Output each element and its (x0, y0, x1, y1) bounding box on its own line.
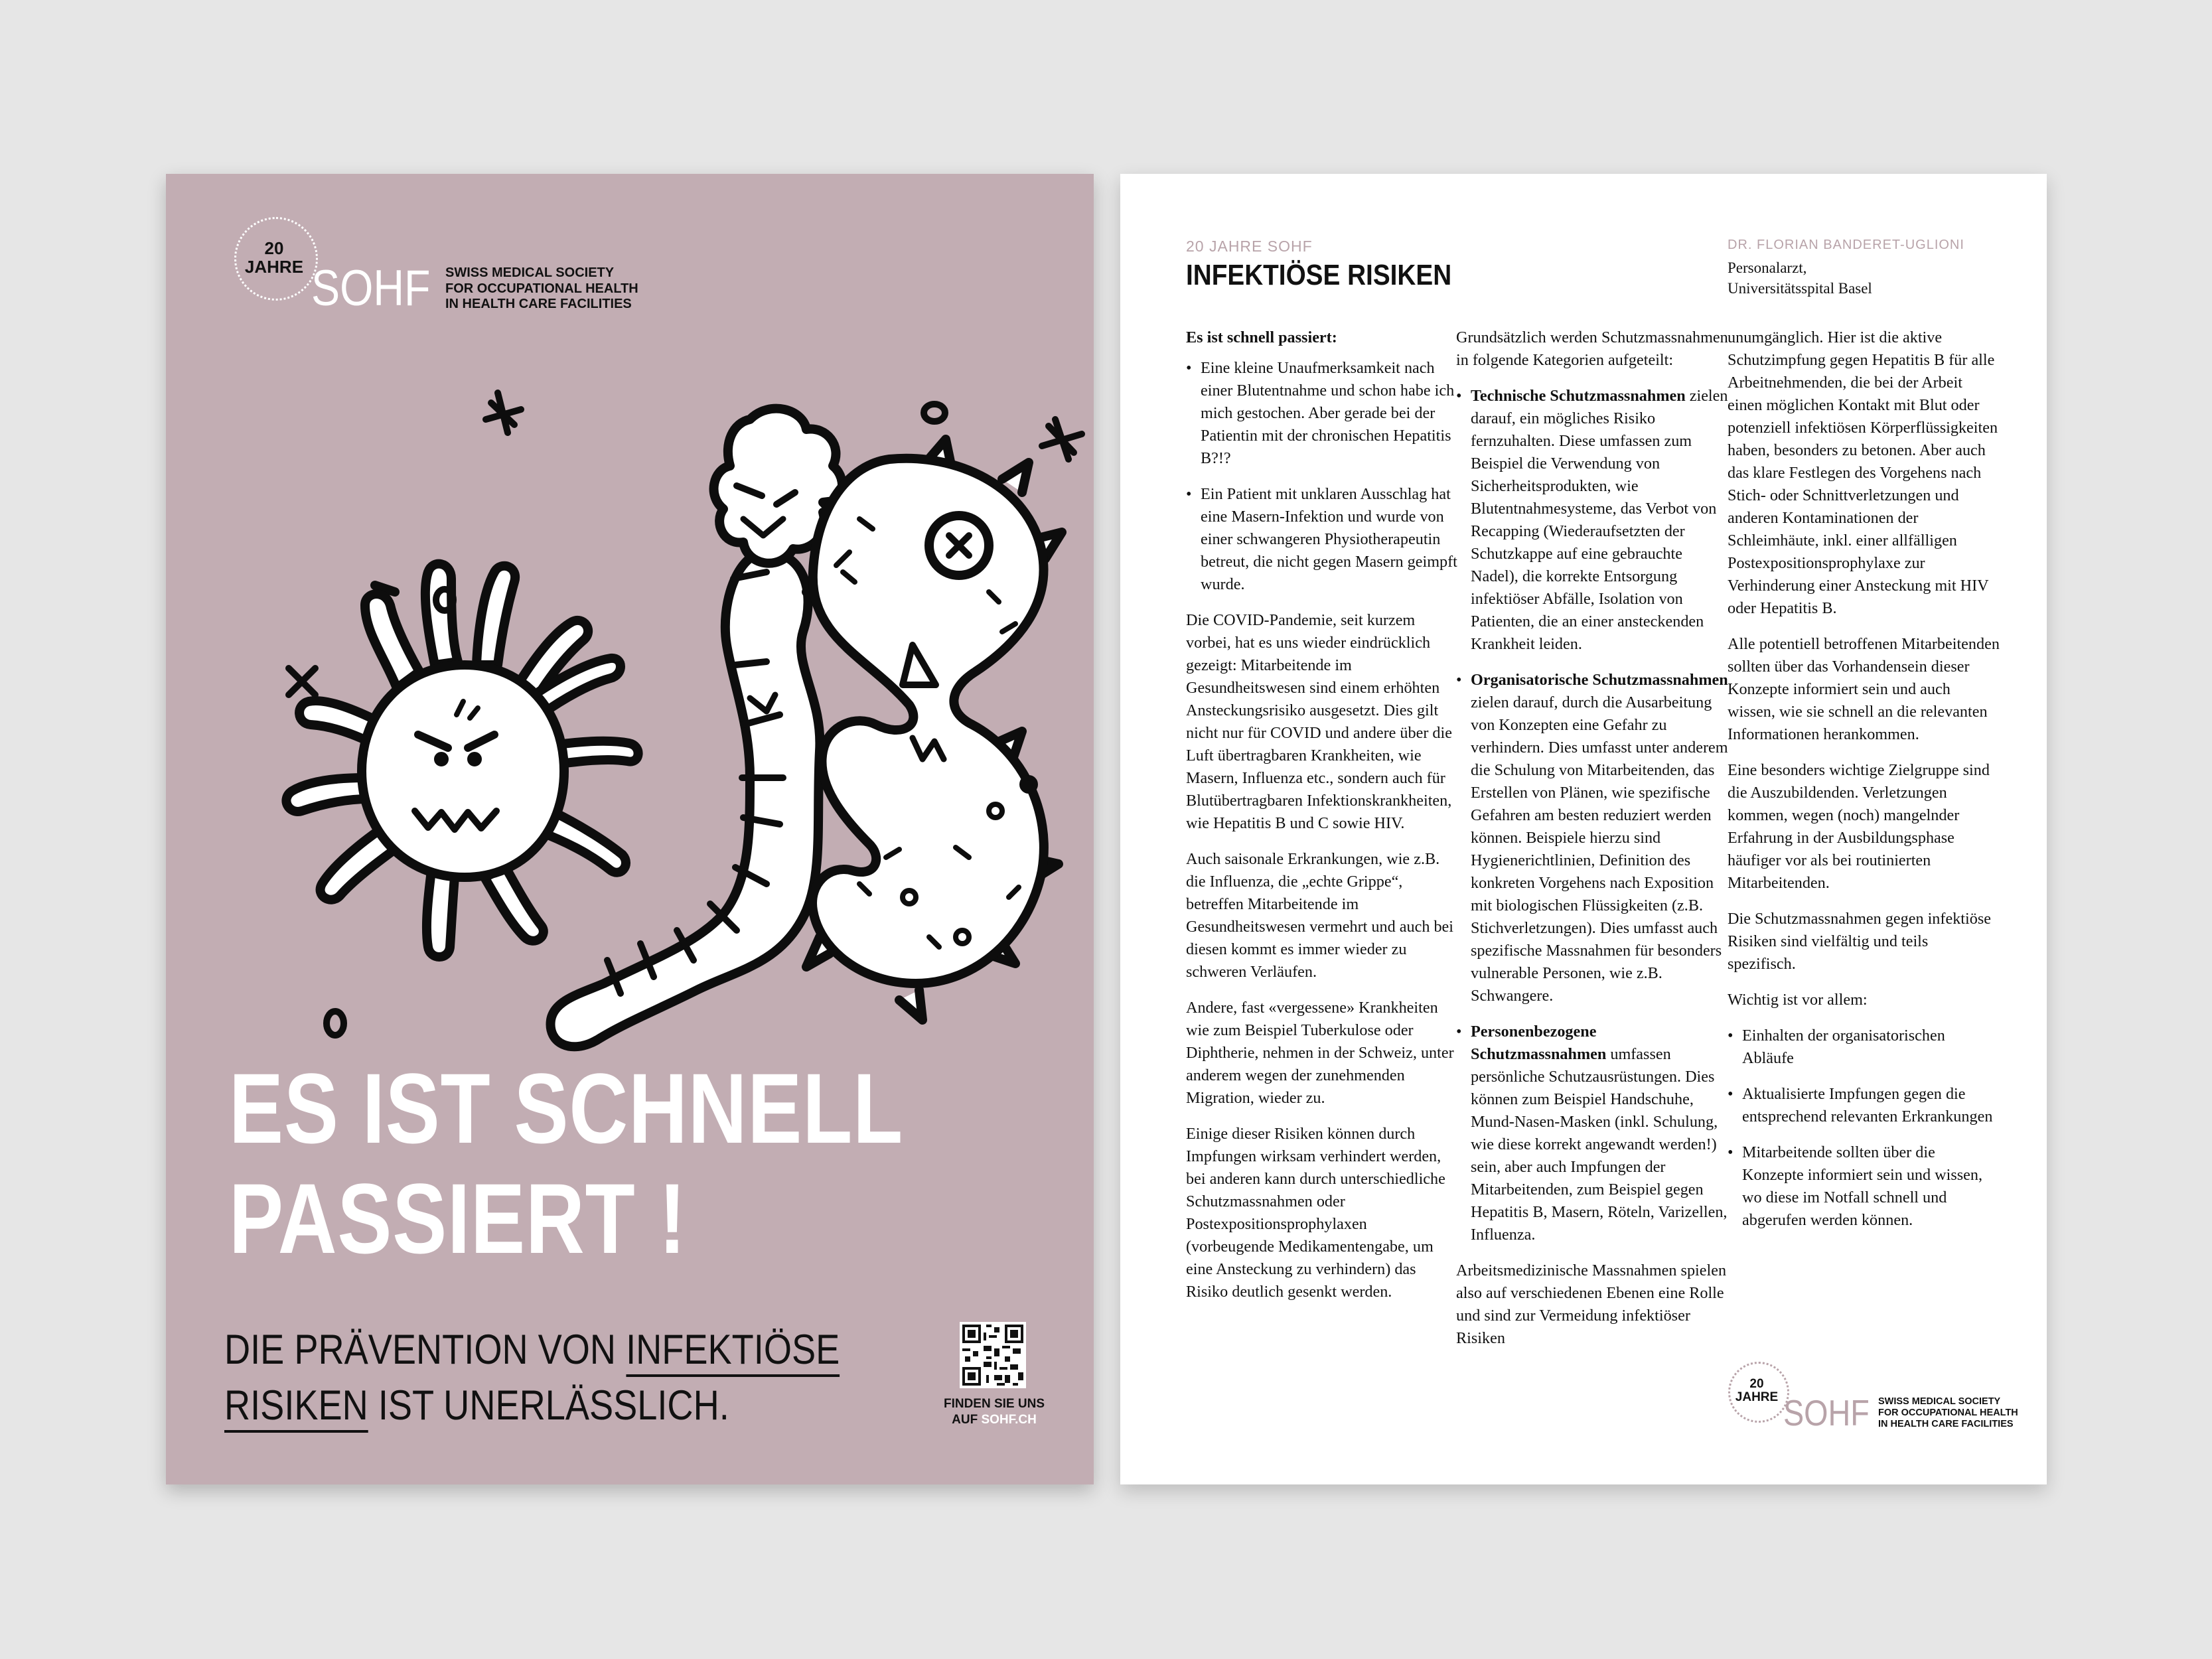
website-link[interactable]: SOHF.CH (981, 1413, 1037, 1427)
cover-headline (229, 1053, 926, 1273)
author-role (1728, 257, 1872, 299)
find-us-line: FINDEN SIE UNS (943, 1397, 1045, 1411)
list-item: • Ein Patient mit unklaren Ausschlag hat eine Masern-Infektion und wurde von einer schwangeren Physiotherapeutin betreut, die nicht gegen Masern geimpft wurde. (1186, 483, 1458, 596)
logo-years: 20 (1749, 1377, 1764, 1391)
sohf-logo (234, 217, 646, 317)
article-author: DR. FLORIAN BANDERET-UGLIONI (1728, 238, 1964, 252)
list-text: umfassen persönliche Schutzausrüstungen. Dies können zum Beispiel Handschuhe, Mund-Nasen-Masken (inkl. Schulung, wie diese korrekt angewandt werden!) sein, aber auch Impfungen der Mitarbeitenden, zum Beispiel gegen Hepatitis B, Masern, Röteln, Varizellen, Influenza. (1471, 1045, 1728, 1244)
list-item: • Aktualisierte Impfungen gegen die entsprechend relevanten Erkrankungen (1728, 1083, 2000, 1128)
list-item (1456, 385, 1728, 656)
list-text: zielen darauf, ein mögliches Risiko fernzuhalten. Diese umfassen zum Beispiel die Verwendung von Sicherheitsprodukten, wie Blutentnahmesysteme, das Verbot von Recapping (Wiederaufsetzten der Schutzkappe auf eine gebrauchte Nadel), die korrekte Entsorgung infektiöser Abfälle, Isolation von Patienten, die an einer ansteckenden Krankheit leiden. (1471, 387, 1728, 653)
article-title: INFEKTIÖSE RISIKEN (1186, 259, 1452, 291)
virus-body (362, 665, 564, 877)
logo-name: SOHF (311, 260, 431, 317)
small-circle (924, 404, 945, 421)
paragraph: Arbeitsmedizinische Massnahmen spielen also auf verschiedenen Ebenen eine Rolle und sind zur Vermeidung infektiöser Risiken (1456, 1262, 1727, 1347)
logo-name: SOHF (1783, 1392, 1870, 1433)
headline-line-1: ES IST SCHNELL (229, 1052, 904, 1164)
paragraph: Eine besonders wichtige Zielgruppe sind die Auszubildenden. Verletzungen kommen, wegen (noch) mangelnder Erfahrung in der Ausbildungsphase häufiger vor als bei routinierten Mitarbeitenden. (1728, 761, 1990, 892)
small-circle (327, 1011, 344, 1035)
paragraph: Die Schutzmassnahmen gegen infektiöse Risiken sind vielfältig und teils spezifisch. (1728, 910, 1991, 973)
logo-society: SWISS MEDICAL SOCIETY FOR OCCUPATIONAL HEALTH IN HEALTH CARE FACILITIES (1878, 1396, 2018, 1430)
sparkle (289, 668, 315, 695)
paragraph: Auch saisonale Erkrankungen, wie z.B. die Influenza, die „echte Grippe“, betreffen Mitarbeitende im Gesundheitswesen vermehrt und auch bei diesen kommt es immer wieder zu schweren Verläufen. (1186, 850, 1454, 981)
article-column-3 (1728, 326, 2000, 1245)
paragraph: Die COVID-Pandemie, seit kurzem vorbei, hat es uns wieder eindrücklich gezeigt: Mitarbeitende im Gesundheitswesen sind einem erhöhten Ansteckungsrisiko ausgesetzt. Dies gilt nicht nur für COVID und andere über die Luft übertragbaren Krankheiten, wie Masern, Influenza etc., sondern auch für Blutübertragbaren Infektionskrankheiten, wie Hepatitis B und C sowie HIV. (1186, 611, 1452, 832)
subline-text-1: DIE PRÄVENTION VON (224, 1327, 627, 1373)
logo-years-label: JAHRE (1735, 1390, 1779, 1404)
sparkle (486, 393, 521, 433)
logo-years: 20 (264, 238, 284, 258)
key-points-list (1728, 1025, 2000, 1232)
column-lead: Es ist schnell passiert: (1186, 328, 1337, 346)
paragraph: Grundsätzlich werden Schutzmassnahmen in folgende Kategorien aufgeteilt: (1456, 328, 1728, 369)
qr-code[interactable] (960, 1322, 1026, 1388)
list-item (1456, 669, 1728, 1007)
list-term: Personenbezogene Schutzmassnahmen (1471, 1023, 1607, 1063)
article-column-2 (1456, 326, 1728, 1363)
list-term: Technische Schutzmassnahmen (1471, 387, 1686, 405)
article-column-1 (1186, 326, 1458, 1317)
paragraph: Andere, fast «vergessene» Krankheiten wie zum Beispiel Tuberkulose oder Diphtherie, nehmen in der Schweiz, unter anderem wegen der zunehmenden Migration, wieder zu. (1186, 999, 1454, 1107)
paragraph: Wichtig ist vor allem: (1728, 991, 1868, 1009)
article-page (1120, 174, 2047, 1484)
footer-sohf-logo (1728, 1362, 2020, 1435)
subline-text-2: IST UNERLÄSSLICH. (368, 1382, 729, 1429)
logo-years-label: JAHRE (244, 257, 304, 277)
logo-society: SWISS MEDICAL SOCIETY FOR OCCUPATIONAL HEALTH IN HEALTH CARE FACILITIES (445, 265, 638, 312)
subline-highlight-2: RISIKEN (224, 1382, 368, 1433)
cover-page (166, 174, 1094, 1484)
sparkle (1042, 419, 1082, 459)
list-term: Organisatorische Schutzmassnahmen (1471, 671, 1728, 689)
scenario-list (1186, 357, 1458, 596)
measures-list (1456, 385, 1728, 1246)
paragraph: Alle potentiell betroffenen Mitarbeitenden sollten über das Vorhandensein dieser Konzepte informiert sein und auch wissen, wie sie schnell an die relevanten Informationen herankommen. (1728, 635, 2000, 743)
author-role-line-2: Universitätsspital Basel (1728, 280, 1872, 297)
find-us-prefix: AUF (952, 1413, 982, 1427)
list-item: • Eine kleine Unaufmerksamkeit nach einer Blutentnahme und schon habe ich mich gestochen. Aber gerade bei der Patientin mit der chronischen Hepatitis B?!? (1186, 357, 1458, 470)
germs-illustration (166, 353, 1094, 1056)
paragraph: unumgänglich. Hier ist die aktive Schutzimpfung gegen Hepatitis B für alle Arbeitnehmenden, die bei der Arbeit einen möglichen Kontakt mit Blut oder potenziell infektiösen Körperflüssigkeiten haben, besonders zu betonen. Aber auch das klare Festlegen des Vorgehens nach Stich- oder Schnittverletzungen und anderen Kontaminationen der Schleimhäute, inkl. einer allfälligen Postexpositionsprophylaxe zur Verhinderung einer Ansteckung mit HIV oder Hepatitis B. (1728, 328, 1998, 617)
article-kicker: 20 JAHRE SOHF (1186, 238, 1313, 255)
list-item: • Mitarbeitende sollten über die Konzepte informiert sein und wissen, wo diese im Notfall schnell und abgerufen werden können. (1728, 1141, 2000, 1232)
subline-highlight-1: INFEKTIÖSE (626, 1327, 840, 1377)
headline-line-2: PASSIERT ! (229, 1163, 687, 1274)
paragraph: Einige dieser Risiken können durch Impfungen wirksam verhindert werden, bei anderen kann durch unterschiedliche Schutzmassnahmen oder Postexpositionsprophylaxen (vorbeugende Medikamentengabe, um eine Ansteckung zu verhindern) das Risiko deutlich gesenkt werden. (1186, 1125, 1445, 1301)
list-item: • Einhalten der organisatorischen Abläufe (1728, 1025, 2000, 1070)
find-us-note (932, 1396, 1056, 1428)
list-text: zielen darauf, durch die Ausarbeitung von Konzepten eine Gefahr zu verhindern. Dies umfasst unter anderem die Schulung von Mitarbeitenden, das Erstellen von Plänen, wie spezifische Gefahren am besten reduziert werden können. Beispiele hierzu sind Hygienerichtlinien, Definition des konkreten Vorgehens nach Exposition mit biologischen Flüssigkeiten (z.B. Stichverletzungen). Dies umfasst auch spezifische Massnahmen für besonders vulnerable Personen, wie z.B. Schwangere. (1471, 693, 1728, 1005)
cover-subline (224, 1322, 909, 1433)
author-role-line-1: Personalarzt, (1728, 259, 1807, 276)
list-item (1456, 1021, 1728, 1246)
